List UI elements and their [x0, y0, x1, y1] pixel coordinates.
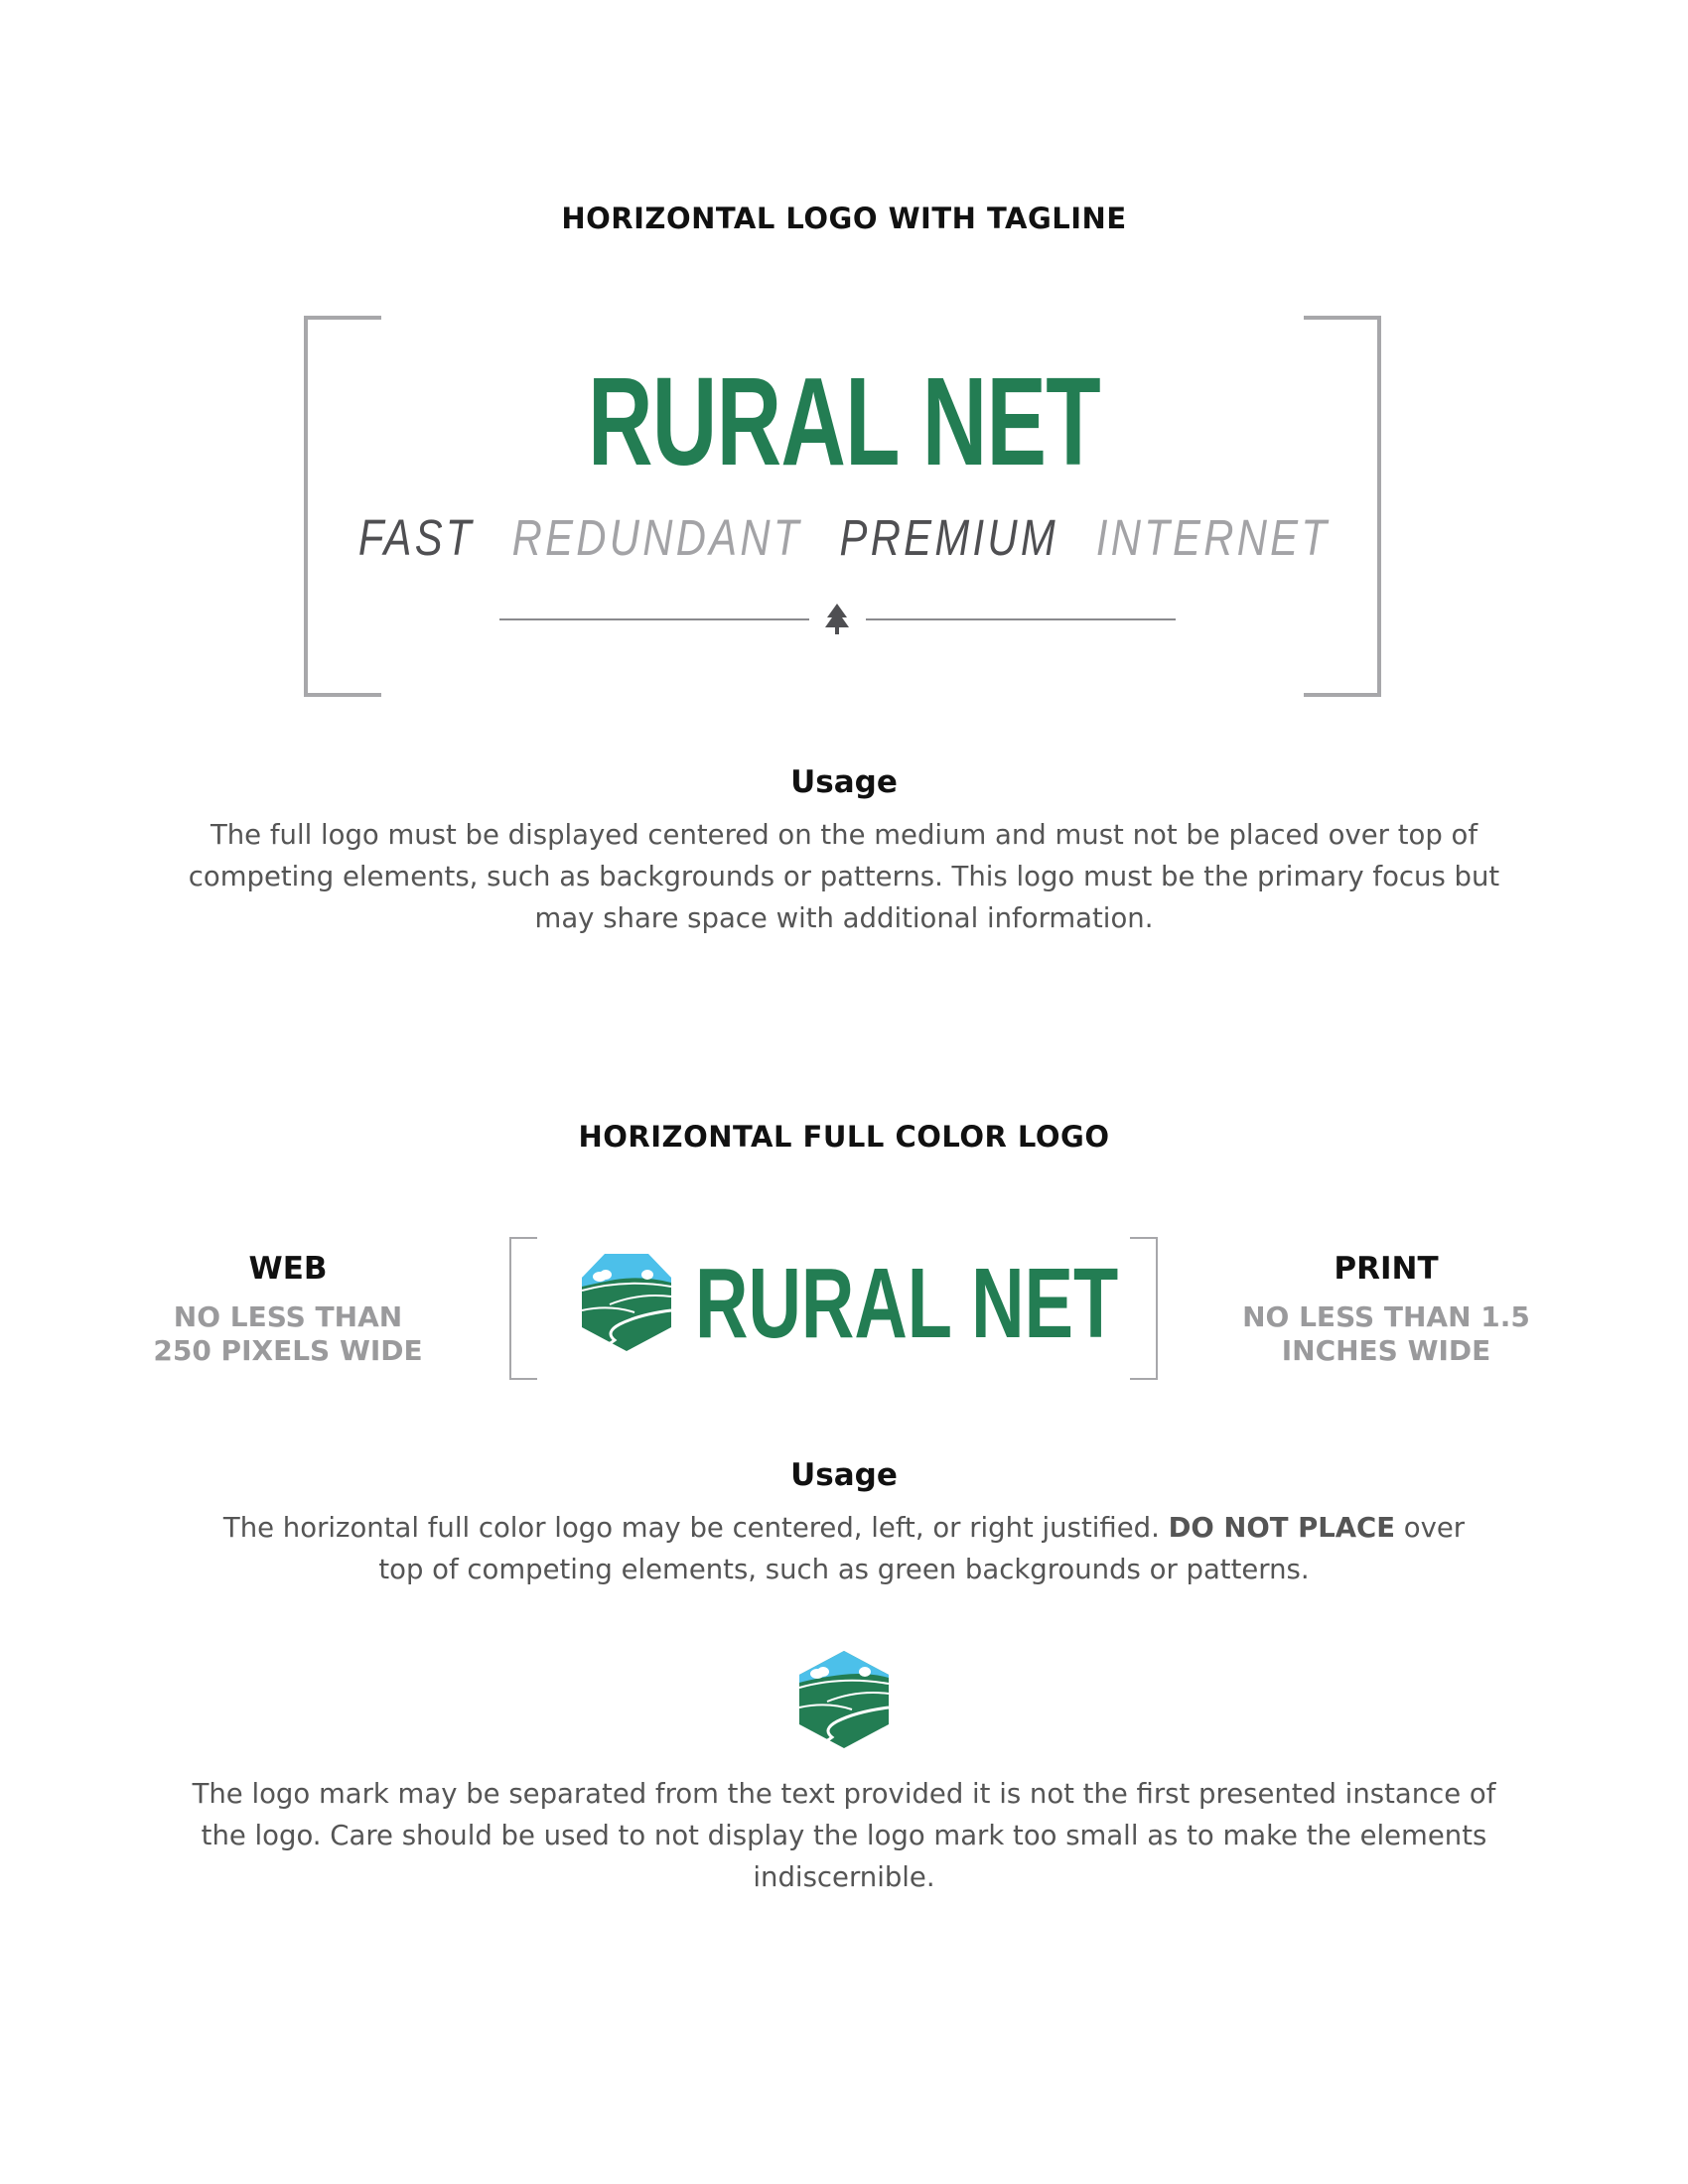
logo-wordmark: RURAL NET	[587, 351, 1100, 491]
print-title: PRINT	[1334, 1251, 1439, 1287]
section-heading-full-color-logo: HORIZONTAL FULL COLOR LOGO	[578, 1120, 1110, 1154]
tagline-word-redundant: REDUNDANT	[511, 509, 802, 566]
print-size-line-1: NO LESS THAN 1.5	[1242, 1300, 1530, 1333]
usage-text-2-part-1: The horizontal full color logo may be centered, left, or right justified.	[222, 1512, 1160, 1544]
usage-title-1: Usage	[790, 764, 898, 800]
print-size-note	[1217, 1300, 1555, 1368]
divider-rule-right	[866, 618, 1176, 620]
usage-text-2	[199, 1507, 1489, 1590]
logo-mark-text: The logo mark may be separated from the text provided it is not the first presented instance of the logo. Care should be used to not display the logo mark too small as to make the elements indiscernible.	[192, 1778, 1496, 1893]
web-size-line-2: 250 PIXELS WIDE	[153, 1334, 423, 1367]
tagline-word-internet: INTERNET	[1095, 509, 1331, 566]
tree-icon	[824, 603, 850, 636]
usage-text-2-emphasis: DO NOT PLACE	[1168, 1512, 1395, 1544]
logo-mark-standalone-icon	[797, 1650, 891, 1749]
usage-text-1: The full logo must be displayed centered on the medium and must not be placed over top of competing elements, such as backgrounds or patterns. This logo must be the primary focus but may share space with additional information.	[188, 819, 1500, 934]
web-size-line-1: NO LESS THAN	[173, 1300, 403, 1333]
logo-wordmark-horizontal: RURAL NET	[695, 1248, 1119, 1359]
tagline-word-premium: PREMIUM	[839, 509, 1058, 566]
print-size-line-2: INCHES WIDE	[1281, 1334, 1491, 1367]
small-left-bracket	[509, 1237, 537, 1380]
divider-rule-left	[499, 618, 809, 620]
logo-tagline	[152, 508, 1536, 567]
usage-text-2-part-2: over top of competing elements, such as green backgrounds or patterns.	[378, 1512, 1466, 1585]
logo-mark-icon	[580, 1253, 673, 1352]
usage-title-2: Usage	[790, 1457, 898, 1493]
small-right-bracket	[1130, 1237, 1158, 1380]
section-heading-tagline-logo: HORIZONTAL LOGO WITH TAGLINE	[561, 202, 1127, 235]
tagline-word-fast: FAST	[357, 509, 475, 566]
web-size-note	[119, 1300, 457, 1368]
web-title: WEB	[248, 1251, 328, 1287]
